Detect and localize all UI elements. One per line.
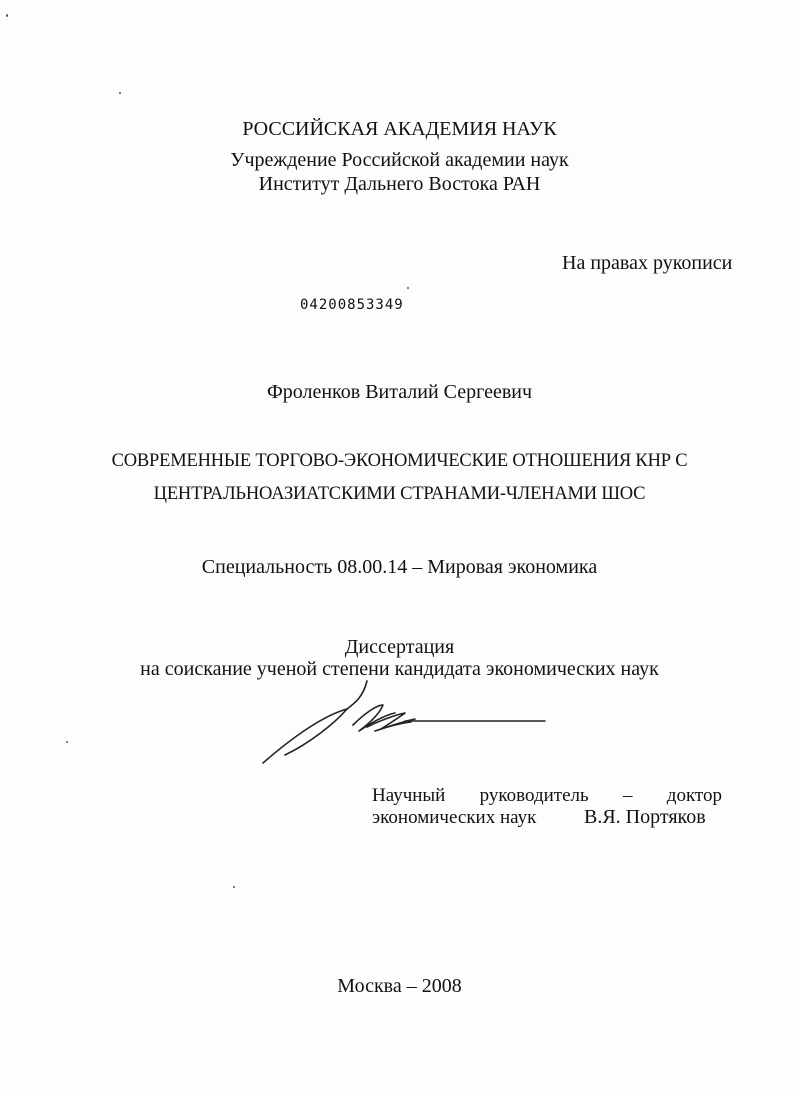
scan-speck [6, 14, 8, 17]
academy-name: РОССИЙСКАЯ АКАДЕМИЯ НАУК [242, 118, 557, 140]
specialty: Специальность 08.00.14 – Мировая экономика [201, 556, 598, 578]
degree-purpose: на соискание ученой степени кандидата экономических наук [140, 658, 659, 680]
catalog-number: 04200853349 [300, 297, 404, 313]
dissertation-title-line-2: ЦЕНТРАЛЬНОАЗИАТСКИМИ СТРАНАМИ-ЧЛЕНАМИ ШОС [153, 484, 646, 504]
institution-name: Учреждение Российской академии наук [230, 149, 569, 171]
dissertation-title-line-1: СОВРЕМЕННЫЕ ТОРГОВО-ЭКОНОМИЧЕСКИЕ ОТНОШЕНИЯ КНР С [111, 451, 688, 471]
author-name: Фроленков Виталий Сергеевич [266, 381, 533, 403]
scan-speck [233, 886, 235, 888]
supervisor-word-doctor: доктор [666, 785, 722, 806]
supervisor-name: В.Я. Портяков [584, 806, 706, 828]
scan-speck [407, 287, 409, 289]
scan-speck [119, 92, 121, 94]
supervisor-word-advisor: руководитель [479, 785, 589, 806]
supervisor-degree: экономических наук [372, 807, 537, 828]
author-signature [255, 675, 555, 775]
supervisor-word-scientific: Научный [372, 785, 446, 806]
supervisor-line-1 [372, 785, 722, 807]
supervisor-dash: – [622, 785, 633, 806]
manuscript-note: На правах рукописи [562, 252, 733, 274]
scan-speck [66, 741, 68, 743]
dissertation-label: Диссертация [344, 636, 455, 658]
institute-name: Институт Дальнего Востока РАН [258, 173, 541, 195]
city-year: Москва – 2008 [337, 975, 462, 997]
